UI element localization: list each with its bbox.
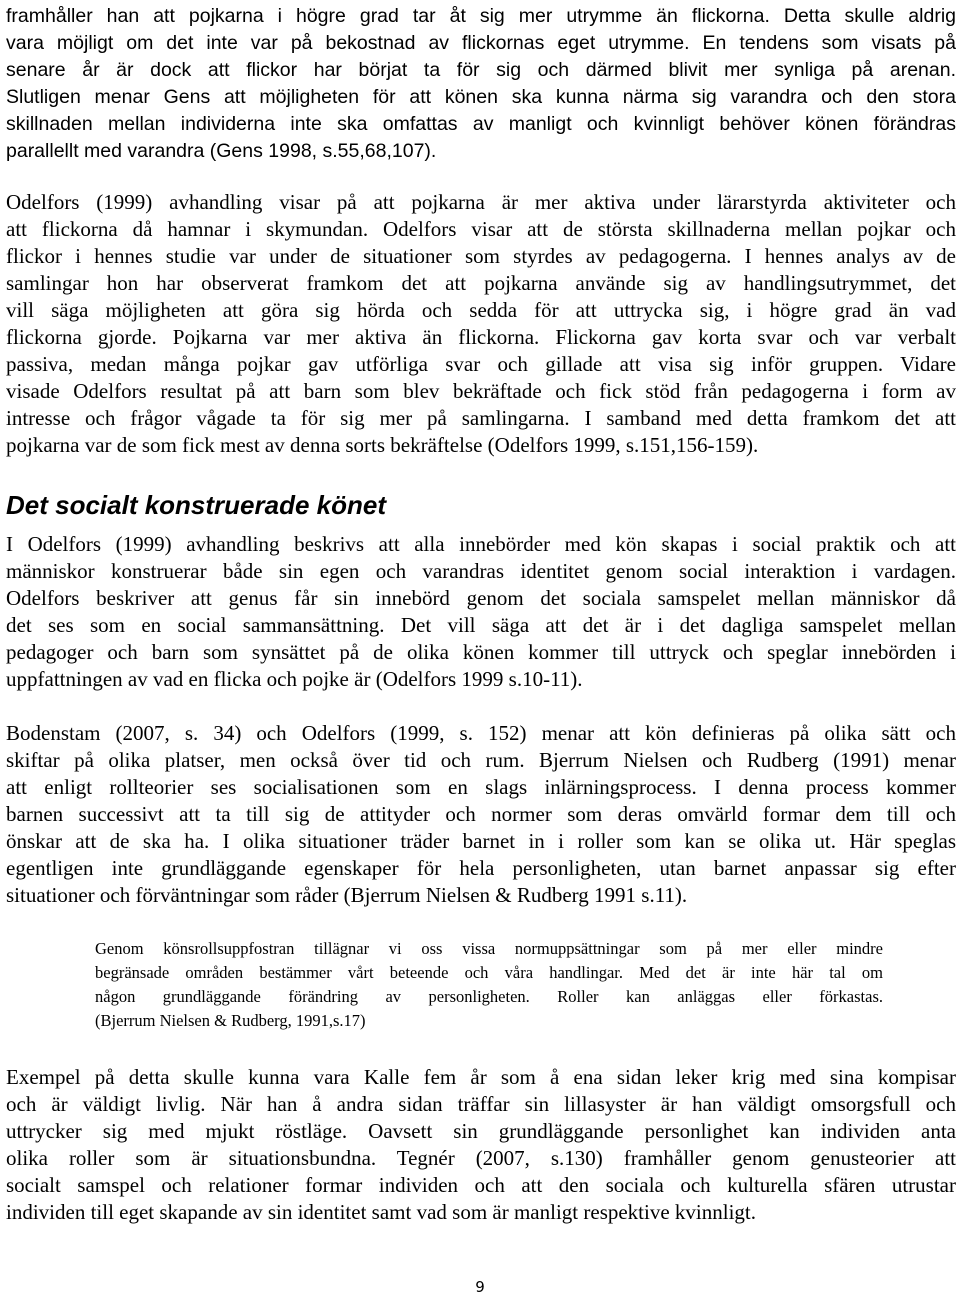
- text-line: senare år är dock att flickor har börjat ta för sig och därmed blivit mer synliga på arenan.: [6, 59, 956, 81]
- text-line: individen till eget skapande av sin identitet samt vad som är manligt respektive kvinnligt.: [6, 1200, 757, 1224]
- text-line: Slutligen menar Gens att möjligheten för att könen ska kunna närma sig varandra och den stora: [6, 86, 956, 108]
- quote-spacer: [6, 909, 956, 937]
- text-line: det ses som en social sammansättning. Det vill säga att det är i det dagliga samspelet mellan: [6, 613, 956, 637]
- block-quote: [95, 937, 883, 1033]
- text-line: skillnaden mellan individerna inte ska omfattas av manligt och kvinnligt behöver könen förändras: [6, 113, 956, 135]
- text-line: uppfattningen av vad en flicka och pojke är (Odelfors 1999 s.10-11).: [6, 667, 583, 691]
- text-line: intresse och frågor vågade ta för sig mer på samlingarna. I samband med detta framkom det att: [6, 406, 956, 430]
- quote-spacer: [6, 1033, 956, 1064]
- example-paragraph: [6, 1064, 956, 1226]
- text-line: visade Odelfors resultat på att barn som blev bekräftade och fick stöd från pedagogerna i form av: [6, 379, 956, 403]
- text-line: att flickorna då hamnar i skymundan. Odelfors visar att de största skillnaderna mellan pojkar och: [6, 217, 956, 241]
- paragraph-spacer: [6, 165, 956, 185]
- text-line: önskar att de ska ha. I olika situationer träder barnet in i roller som kan se olika ut. Här speglas: [6, 829, 956, 853]
- text-line: olika roller som är situationsbundna. Tegnér (2007, s.130) framhåller genom genusteorier att: [6, 1146, 956, 1170]
- text-line: socialt samspel och relationer formar individen och att den sociala och kulturella sfären utrustar: [6, 1173, 956, 1197]
- section-spacer: [6, 459, 956, 489]
- text-line: pojkarna var de som fick mest av denna sorts bekräftelse (Odelfors 1999, s.151,156-159).: [6, 433, 759, 457]
- text-line: Odelfors (1999) avhandling visar på att pojkarna är mer aktiva under lärarstyrda aktiviteter och: [6, 190, 956, 214]
- text-line: framhåller han att pojkarna i högre grad tar åt sig mer utrymme än flickorna. Detta skulle aldrig: [6, 5, 956, 27]
- text-line: egentligen inte grundläggande egenskaper för hela personligheten, utan barnet anpassar sig efter: [6, 856, 956, 880]
- intro-paragraph: [6, 3, 956, 165]
- quote-line: Genom könsrollsuppfostran tillägnar vi oss vissa normuppsättningar som på mer eller mindre: [95, 939, 883, 958]
- text-line: barnen successivt att ta till sig de attityder och normer som deras omvärld formar dem till och: [6, 802, 956, 826]
- text-line: situationer och förväntningar som råder (Bjerrum Nielsen & Rudberg 1991 s.11).: [6, 883, 688, 907]
- text-line: vara möjligt om det inte var på bekostnad av flickornas eget utrymme. En tendens som visats på: [6, 32, 956, 54]
- text-line: flickor i hennes studie var under de situationer som styrdes av pedagogerna. I hennes analys av de: [6, 244, 956, 268]
- social-construction-paragraph: [6, 531, 956, 693]
- text-line: uttrycker sig med mjukt röstläge. Oavsett sin grundläggande personlighet kan individen anta: [6, 1119, 956, 1143]
- text-line: Bodenstam (2007, s. 34) och Odelfors (1999, s. 152) menar att kön definieras på olika sätt och: [6, 721, 956, 745]
- text-line: I Odelfors (1999) avhandling beskrivs att alla innebörder med kön skapas i social praktik och att: [6, 532, 956, 556]
- text-line: människor konstruerar både sin egen och varandras identitet genom social interaktion i vardagen.: [6, 559, 956, 583]
- text-line: Odelfors beskriver att genus får sin innebörd genom det sociala samspelet mellan människor då: [6, 586, 956, 610]
- text-line: skiftar på olika platser, men också över tid och rum. Bjerrum Nielsen och Rudberg (1991) menar: [6, 748, 956, 772]
- quote-line: någon grundläggande förändring av personligheten. Roller kan anläggas eller förkastas.: [95, 987, 883, 1006]
- quote-line: (Bjerrum Nielsen & Rudberg, 1991,s.17): [95, 1011, 366, 1030]
- document-page: [6, 0, 956, 1226]
- quote-line: begränsade områden bestämmer vårt beteende och våra handlingar. Med det är inte här tal om: [95, 963, 883, 982]
- text-line: och är väldigt livlig. När han å andra sidan träffar sin lillasyster är han väldigt omsorgsfull och: [6, 1092, 956, 1116]
- text-line: att enligt rollteorier ses socialisationen som en slags inlärningsprocess. I denna process kommer: [6, 775, 956, 799]
- paragraph-spacer: [6, 693, 956, 720]
- text-line: Exempel på detta skulle kunna vara Kalle fem år som å ena sidan leker krig med sina kompisar: [6, 1065, 956, 1089]
- text-line: passiva, medan många pojkar gav utförliga svar och gillade att visa sig inför gruppen. Vidare: [6, 352, 956, 376]
- text-line: pedagoger och barn som synsättet på de olika könen kommer till uttryck och speglar innebörden i: [6, 640, 956, 664]
- page-number: 9: [475, 1278, 485, 1296]
- text-line: vill säga möjligheten att göra sig hörda och sedda för att uttrycka sig, i högre grad än vad: [6, 298, 956, 322]
- section-heading: Det socialt konstruerade könet: [6, 490, 386, 520]
- text-line: flickorna gjorde. Pojkarna var mer aktiva än flickorna. Flickorna gav korta svar och var verbalt: [6, 325, 956, 349]
- bodenstam-paragraph: [6, 720, 956, 909]
- odelfors-paragraph: [6, 189, 956, 459]
- text-line: samlingar hon har observerat framkom det att pojkarna använde sig av handlingsutrymmet, det: [6, 271, 956, 295]
- text-line: parallellt med varandra (Gens 1998, s.55,68,107).: [6, 140, 437, 162]
